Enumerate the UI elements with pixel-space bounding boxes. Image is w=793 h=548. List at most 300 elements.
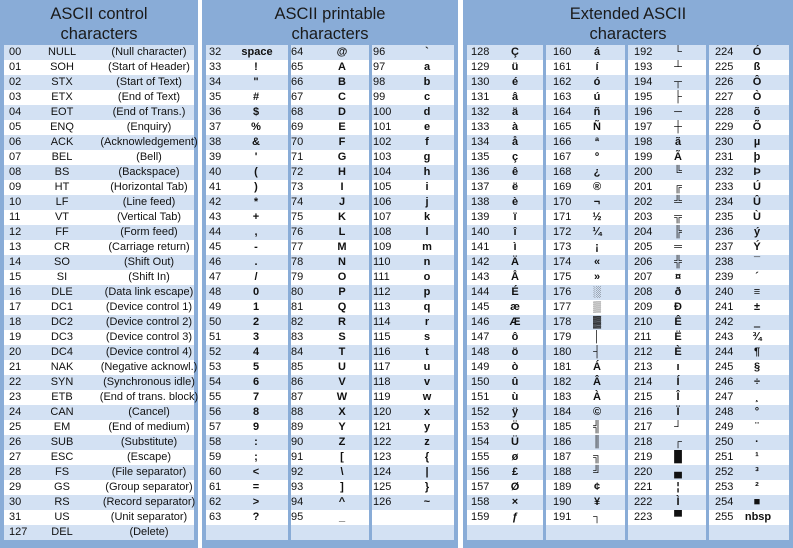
table-row bbox=[467, 390, 789, 405]
table-row bbox=[467, 420, 789, 435]
char-code: 18 bbox=[9, 316, 22, 328]
char-glyph: ¥ bbox=[593, 496, 601, 508]
table-row bbox=[467, 480, 789, 495]
char-code: 47 bbox=[209, 271, 222, 283]
char-code: 130 bbox=[471, 76, 490, 88]
char-abbr: RS bbox=[54, 496, 70, 508]
char-code: 142 bbox=[471, 256, 490, 268]
char-code: 106 bbox=[373, 196, 392, 208]
char-code: 161 bbox=[553, 61, 572, 73]
char-code: 53 bbox=[209, 361, 222, 373]
char-glyph: Ý bbox=[753, 241, 761, 253]
char-description: (Device control 3) bbox=[105, 331, 193, 343]
char-description: (Cancel) bbox=[128, 406, 170, 418]
char-abbr: SOH bbox=[50, 61, 74, 73]
char-code: 51 bbox=[209, 331, 222, 343]
table-row bbox=[467, 150, 789, 165]
char-glyph: ý bbox=[753, 226, 761, 238]
char-code: 167 bbox=[553, 151, 572, 163]
char-glyph: ) bbox=[254, 181, 258, 193]
char-glyph: _ bbox=[338, 511, 346, 523]
char-abbr: DEL bbox=[51, 526, 73, 538]
char-glyph: e bbox=[423, 121, 431, 133]
char-glyph: ï bbox=[513, 211, 517, 223]
char-code: 239 bbox=[715, 271, 734, 283]
char-glyph: ¢ bbox=[593, 481, 601, 493]
char-code: 93 bbox=[291, 481, 304, 493]
char-glyph: £ bbox=[511, 466, 519, 478]
char-abbr: EOT bbox=[50, 106, 74, 118]
char-code: 72 bbox=[291, 166, 304, 178]
char-code: 227 bbox=[715, 91, 734, 103]
char-glyph: Ñ bbox=[593, 121, 601, 133]
table-row bbox=[467, 300, 789, 315]
char-code: 76 bbox=[291, 226, 304, 238]
char-code: 04 bbox=[9, 106, 22, 118]
char-glyph: ÿ bbox=[511, 406, 519, 418]
char-code: 186 bbox=[553, 436, 572, 448]
char-description: (Carriage return) bbox=[108, 241, 190, 253]
char-glyph: Â bbox=[593, 376, 601, 388]
column-divider bbox=[288, 45, 291, 542]
char-abbr: FS bbox=[54, 466, 70, 478]
char-code: 160 bbox=[553, 46, 572, 58]
char-code: 70 bbox=[291, 136, 304, 148]
extended-panel bbox=[463, 0, 793, 548]
table-row bbox=[4, 45, 194, 60]
char-glyph: ì bbox=[513, 241, 517, 253]
table-row bbox=[467, 465, 789, 480]
table-row bbox=[206, 420, 454, 435]
char-code: 185 bbox=[553, 421, 572, 433]
char-code: 252 bbox=[715, 466, 734, 478]
char-code: 66 bbox=[291, 76, 304, 88]
table-row bbox=[467, 345, 789, 360]
char-code: 91 bbox=[291, 451, 304, 463]
char-glyph: C bbox=[338, 91, 346, 103]
char-description: (Substitute) bbox=[120, 436, 178, 448]
char-glyph: ä bbox=[511, 106, 519, 118]
char-code: 101 bbox=[373, 121, 392, 133]
char-glyph: Ú bbox=[753, 181, 761, 193]
char-abbr: NULL bbox=[47, 46, 77, 58]
table-row bbox=[4, 225, 194, 240]
char-glyph: î bbox=[513, 226, 517, 238]
table-row bbox=[206, 330, 454, 345]
char-code: 36 bbox=[209, 106, 222, 118]
char-code: 61 bbox=[209, 481, 222, 493]
char-code: 121 bbox=[373, 421, 392, 433]
control-title-line1: ASCII control bbox=[50, 5, 148, 23]
char-description: (Acknowledgement) bbox=[100, 136, 198, 148]
char-code: 85 bbox=[291, 361, 304, 373]
char-glyph: û bbox=[511, 376, 519, 388]
char-code: 165 bbox=[553, 121, 572, 133]
char-code: 207 bbox=[634, 271, 653, 283]
char-code: 148 bbox=[471, 346, 490, 358]
char-code: 03 bbox=[9, 91, 22, 103]
char-code: 58 bbox=[209, 436, 222, 448]
char-code: 236 bbox=[715, 226, 734, 238]
char-glyph: ı bbox=[676, 361, 680, 373]
char-glyph: g bbox=[423, 151, 431, 163]
char-code: 235 bbox=[715, 211, 734, 223]
char-code: 84 bbox=[291, 346, 304, 358]
char-code: 178 bbox=[553, 316, 572, 328]
char-glyph: ╚ bbox=[674, 166, 682, 178]
char-code: 21 bbox=[9, 361, 22, 373]
char-code: 159 bbox=[471, 511, 490, 523]
char-glyph: ║ bbox=[593, 436, 601, 448]
char-code: 68 bbox=[291, 106, 304, 118]
char-code: 225 bbox=[715, 61, 734, 73]
char-glyph: └ bbox=[674, 46, 682, 58]
char-glyph: + bbox=[252, 211, 260, 223]
column-divider bbox=[543, 45, 546, 542]
char-glyph: ╣ bbox=[593, 421, 601, 433]
char-glyph: ╩ bbox=[674, 196, 682, 208]
table-row bbox=[206, 105, 454, 120]
char-glyph: ┤ bbox=[593, 346, 601, 358]
char-glyph: ß bbox=[753, 61, 761, 73]
char-glyph: Î bbox=[676, 391, 680, 403]
char-code: 187 bbox=[553, 451, 572, 463]
char-glyph: ´ bbox=[755, 271, 759, 283]
char-code: 192 bbox=[634, 46, 653, 58]
char-glyph: < bbox=[252, 466, 260, 478]
char-code: 127 bbox=[9, 526, 28, 538]
char-code: 131 bbox=[471, 91, 490, 103]
char-glyph: b bbox=[423, 76, 431, 88]
char-abbr: ESC bbox=[50, 451, 74, 463]
char-glyph: ╠ bbox=[674, 226, 682, 238]
char-abbr: DLE bbox=[51, 286, 73, 298]
char-code: 253 bbox=[715, 481, 734, 493]
char-code: 34 bbox=[209, 76, 222, 88]
char-glyph: T bbox=[338, 346, 346, 358]
table-row bbox=[206, 480, 454, 495]
char-glyph: µ bbox=[753, 136, 761, 148]
table-row bbox=[4, 60, 194, 75]
char-code: 237 bbox=[715, 241, 734, 253]
char-glyph: k bbox=[423, 211, 431, 223]
char-glyph: " bbox=[253, 76, 259, 88]
char-glyph: ! bbox=[254, 61, 258, 73]
char-glyph: d bbox=[423, 106, 431, 118]
char-code: 24 bbox=[9, 406, 22, 418]
char-code: 54 bbox=[209, 376, 222, 388]
char-glyph: = bbox=[252, 481, 260, 493]
char-code: 102 bbox=[373, 136, 392, 148]
table-row bbox=[467, 180, 789, 195]
control-table bbox=[4, 45, 199, 540]
char-description: (Form feed) bbox=[120, 226, 178, 238]
char-code: 169 bbox=[553, 181, 572, 193]
char-glyph: ┘ bbox=[674, 421, 682, 433]
char-code: 105 bbox=[373, 181, 392, 193]
table-row bbox=[467, 90, 789, 105]
char-glyph: ³ bbox=[755, 466, 759, 478]
char-code: 245 bbox=[715, 361, 734, 373]
char-glyph: ┌ bbox=[674, 436, 682, 448]
char-glyph: À bbox=[593, 391, 601, 403]
char-glyph: Ï bbox=[676, 406, 680, 418]
char-code: 154 bbox=[471, 436, 490, 448]
char-code: 110 bbox=[373, 256, 391, 268]
char-glyph: ç bbox=[511, 151, 519, 163]
char-code: 201 bbox=[634, 181, 653, 193]
char-glyph: Z bbox=[338, 436, 346, 448]
table-row bbox=[4, 435, 194, 450]
table-row bbox=[4, 465, 194, 480]
char-abbr: STX bbox=[51, 76, 73, 88]
char-description: (Enquiry) bbox=[126, 121, 172, 133]
char-code: 188 bbox=[553, 466, 572, 478]
char-code: 46 bbox=[209, 256, 222, 268]
char-glyph: o bbox=[423, 271, 431, 283]
char-code: 40 bbox=[209, 166, 222, 178]
table-row bbox=[4, 405, 194, 420]
table-row bbox=[467, 450, 789, 465]
char-abbr: SI bbox=[56, 271, 68, 283]
char-glyph: É bbox=[511, 286, 519, 298]
char-glyph: ] bbox=[340, 481, 344, 493]
char-glyph: h bbox=[423, 166, 431, 178]
char-abbr: SYN bbox=[50, 376, 74, 388]
table-row bbox=[467, 255, 789, 270]
char-glyph: Ø bbox=[510, 481, 520, 493]
table-row bbox=[467, 330, 789, 345]
char-glyph: ¸ bbox=[755, 391, 759, 403]
char-code: 35 bbox=[209, 91, 222, 103]
char-code: 92 bbox=[291, 466, 304, 478]
char-abbr: NAK bbox=[50, 361, 74, 373]
char-glyph: ┬ bbox=[674, 76, 682, 88]
char-glyph: , bbox=[254, 226, 258, 238]
char-code: 215 bbox=[634, 391, 653, 403]
table-row bbox=[206, 465, 454, 480]
char-code: 135 bbox=[471, 151, 490, 163]
char-code: 136 bbox=[471, 166, 490, 178]
char-code: 123 bbox=[373, 451, 392, 463]
char-code: 43 bbox=[209, 211, 222, 223]
char-glyph: ¹ bbox=[755, 451, 759, 463]
char-glyph: 3 bbox=[252, 331, 260, 343]
char-code: 200 bbox=[634, 166, 653, 178]
char-code: 42 bbox=[209, 196, 222, 208]
char-description: (Data link escape) bbox=[104, 286, 194, 298]
table-row bbox=[4, 210, 194, 225]
char-code: 197 bbox=[634, 121, 653, 133]
control-panel bbox=[0, 0, 198, 548]
char-code: 198 bbox=[634, 136, 653, 148]
char-code: 183 bbox=[553, 391, 572, 403]
char-code: 184 bbox=[553, 406, 572, 418]
char-code: 49 bbox=[209, 301, 222, 313]
char-code: 22 bbox=[9, 376, 22, 388]
char-code: 64 bbox=[291, 46, 304, 58]
char-code: 96 bbox=[373, 46, 386, 58]
char-glyph: a bbox=[423, 61, 431, 73]
char-code: 120 bbox=[373, 406, 392, 418]
char-glyph: F bbox=[338, 136, 346, 148]
char-glyph: / bbox=[254, 271, 258, 283]
table-row bbox=[206, 360, 454, 375]
char-code: 00 bbox=[9, 46, 22, 58]
table-row bbox=[4, 345, 194, 360]
char-code: 25 bbox=[9, 421, 22, 433]
char-abbr: SUB bbox=[50, 436, 74, 448]
char-abbr: VT bbox=[54, 211, 70, 223]
char-description: (Device control 1) bbox=[105, 301, 193, 313]
char-code: 69 bbox=[291, 121, 304, 133]
char-code: 99 bbox=[373, 91, 386, 103]
char-glyph: r bbox=[424, 316, 430, 328]
char-glyph: > bbox=[252, 496, 260, 508]
char-code: 158 bbox=[471, 496, 490, 508]
char-code: 209 bbox=[634, 301, 653, 313]
char-abbr: EM bbox=[53, 421, 71, 433]
char-glyph: D bbox=[338, 106, 346, 118]
char-code: 194 bbox=[634, 76, 653, 88]
extended-table bbox=[467, 45, 789, 540]
char-code: 243 bbox=[715, 331, 734, 343]
char-glyph: O bbox=[337, 271, 347, 283]
char-glyph: ╬ bbox=[674, 256, 682, 268]
char-glyph: ▀ bbox=[674, 511, 682, 523]
char-code: 153 bbox=[471, 421, 490, 433]
char-glyph: 9 bbox=[252, 421, 260, 433]
char-code: 170 bbox=[553, 196, 572, 208]
char-glyph: Û bbox=[753, 196, 761, 208]
char-glyph: ▓ bbox=[592, 316, 602, 328]
char-code: 229 bbox=[715, 121, 734, 133]
table-row bbox=[206, 60, 454, 75]
char-abbr: CAN bbox=[50, 406, 74, 418]
char-code: 232 bbox=[715, 166, 734, 178]
char-code: 95 bbox=[291, 511, 304, 523]
char-abbr: SO bbox=[54, 256, 70, 268]
char-code: 180 bbox=[553, 346, 572, 358]
char-glyph: ¤ bbox=[674, 271, 682, 283]
char-glyph: % bbox=[251, 121, 261, 133]
char-abbr: DC4 bbox=[50, 346, 73, 358]
char-glyph: Ù bbox=[753, 211, 761, 223]
table-row bbox=[206, 240, 454, 255]
char-glyph: Ö bbox=[510, 421, 520, 433]
char-code: 204 bbox=[634, 226, 653, 238]
column-divider bbox=[706, 45, 709, 542]
char-code: 117 bbox=[373, 361, 391, 373]
control-title bbox=[0, 4, 198, 44]
char-code: 124 bbox=[373, 466, 392, 478]
char-glyph: l bbox=[425, 226, 429, 238]
table-row bbox=[467, 405, 789, 420]
printable-title bbox=[202, 4, 458, 44]
table-row bbox=[206, 225, 454, 240]
char-code: 162 bbox=[553, 76, 572, 88]
char-glyph: x bbox=[423, 406, 431, 418]
table-row bbox=[4, 150, 194, 165]
table-row bbox=[4, 510, 194, 525]
table-row bbox=[4, 240, 194, 255]
char-code: 233 bbox=[715, 181, 734, 193]
char-code: 132 bbox=[471, 106, 490, 118]
table-row bbox=[206, 90, 454, 105]
char-code: 116 bbox=[373, 346, 391, 358]
table-row bbox=[206, 135, 454, 150]
char-glyph: ø bbox=[511, 451, 519, 463]
char-glyph: ó bbox=[593, 76, 601, 88]
char-glyph: Ò bbox=[752, 91, 762, 103]
char-glyph: P bbox=[338, 286, 346, 298]
table-row bbox=[467, 105, 789, 120]
char-code: 216 bbox=[634, 406, 653, 418]
table-row bbox=[4, 330, 194, 345]
char-description: (Shift In) bbox=[128, 271, 170, 283]
char-abbr: CR bbox=[54, 241, 70, 253]
char-glyph: ' bbox=[254, 151, 258, 163]
char-glyph: █ bbox=[674, 451, 682, 463]
char-description: (End of Trans.) bbox=[112, 106, 186, 118]
char-glyph: ─ bbox=[674, 106, 682, 118]
char-glyph: } bbox=[424, 481, 430, 493]
table-row bbox=[206, 180, 454, 195]
char-glyph: ( bbox=[254, 166, 258, 178]
char-glyph: Æ bbox=[509, 316, 521, 328]
char-code: 145 bbox=[471, 301, 490, 313]
char-code: 10 bbox=[9, 196, 22, 208]
char-code: 52 bbox=[209, 346, 222, 358]
table-row bbox=[4, 180, 194, 195]
char-description: (Device control 4) bbox=[105, 346, 193, 358]
char-code: 164 bbox=[553, 106, 572, 118]
table-row bbox=[4, 525, 194, 540]
char-glyph: 0 bbox=[252, 286, 260, 298]
char-description: (Null character) bbox=[111, 46, 187, 58]
table-row bbox=[467, 195, 789, 210]
table-row bbox=[206, 435, 454, 450]
char-code: 59 bbox=[209, 451, 222, 463]
char-glyph: J bbox=[338, 196, 346, 208]
char-glyph: â bbox=[511, 91, 519, 103]
char-code: 32 bbox=[209, 46, 222, 58]
char-description: (Shift Out) bbox=[123, 256, 175, 268]
char-description: (File separator) bbox=[111, 466, 187, 478]
char-code: 210 bbox=[634, 316, 653, 328]
table-row bbox=[4, 450, 194, 465]
char-code: 114 bbox=[373, 316, 391, 328]
char-code: 241 bbox=[715, 301, 734, 313]
char-code: 109 bbox=[373, 241, 392, 253]
char-glyph: X bbox=[338, 406, 346, 418]
char-glyph: º bbox=[594, 151, 600, 163]
char-glyph: » bbox=[593, 271, 601, 283]
char-code: 141 bbox=[471, 241, 490, 253]
char-code: 224 bbox=[715, 46, 734, 58]
char-code: 107 bbox=[373, 211, 392, 223]
char-code: 23 bbox=[9, 391, 22, 403]
table-row bbox=[467, 315, 789, 330]
char-code: 150 bbox=[471, 376, 490, 388]
table-row bbox=[206, 210, 454, 225]
char-glyph: Á bbox=[593, 361, 601, 373]
char-code: 191 bbox=[553, 511, 572, 523]
char-code: 60 bbox=[209, 466, 222, 478]
char-glyph: B bbox=[338, 76, 346, 88]
table-row bbox=[467, 225, 789, 240]
char-code: 223 bbox=[634, 511, 653, 523]
